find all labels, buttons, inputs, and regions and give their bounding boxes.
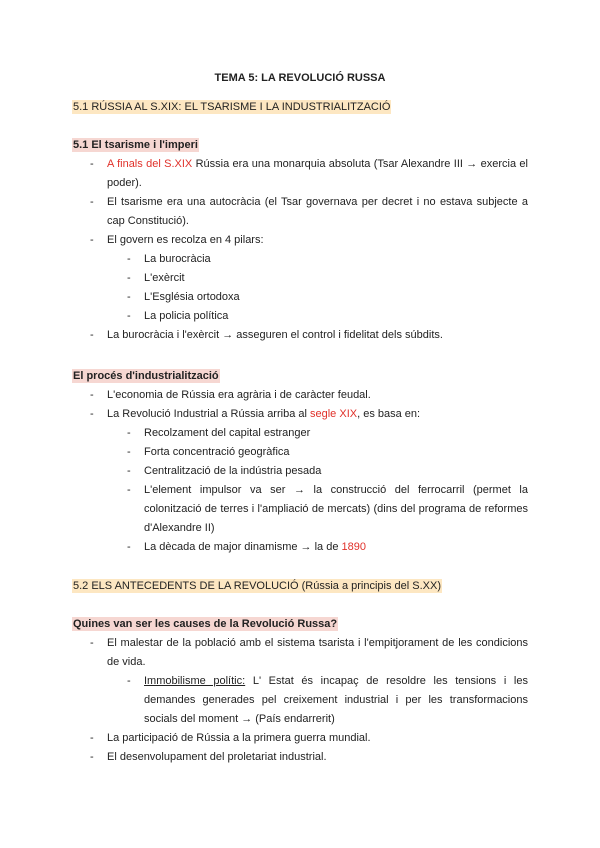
list-item: - El malestar de la població amb el sistema tsarista i l'empitjorament de les condicions de vida. [88,634,528,672]
nested-list-item: - L'exèrcit [88,269,528,288]
highlight-red: A finals del S.XIX [107,158,193,170]
list-item: - El desenvolupament del proletariat industrial. [88,748,528,767]
section-heading-2-text: 5.2 ELS ANTECEDENTS DE LA REVOLUCIÓ (Rússia a principis del S.XX) [73,580,442,592]
highlight-red: 1890 [341,541,366,553]
list-item-text: , es basa en: [357,408,421,420]
list-causes [88,634,528,767]
section-heading-2 [72,577,442,596]
list-item: - El govern es recolza en 4 pilars: [88,231,528,250]
list-item-text: L' Estat és incapaç de resoldre les tensions i les demandes generades pel creixement industrial i per les transformacions socials del moment → (País endarrerit) [144,675,528,725]
list-item [88,405,528,424]
subheading-causes-text: Quines van ser les causes de la Revolució Russa? [73,618,338,630]
list-item: - La burocràcia i l'exèrcit → asseguren el control i fidelitat dels súbdits. [88,326,528,345]
nested-list-item: - L'element impulsor va ser → la construcció del ferrocarril (permet la colonització de terres i l'ampliació de mercats) (dins del programa de reformes d'Alexandre II) [88,481,528,538]
subheading-tsarisme-text: 5.1 El tsarisme i l'imperi [73,139,198,151]
list-item: - La participació de Rússia a la primera guerra mundial. [88,729,528,748]
list-item-text: La dècada de major dinamisme → la de [144,541,342,553]
nested-list-item: - La burocràcia [88,250,528,269]
section-heading-1 [72,98,391,117]
list-tsarisme [88,155,528,345]
list-item: - L'economia de Rússia era agrària i de caràcter feudal. [88,386,528,405]
nested-list-item: - La policia política [88,307,528,326]
subheading-causes [72,615,338,634]
underlined-term: Immobilisme polític: [144,675,246,687]
nested-list-item [88,538,528,557]
nested-list-item: - Forta concentració geogràfica [88,443,528,462]
page-title: TEMA 5: LA REVOLUCIÓ RUSSA [214,72,386,84]
section-heading-1-text: 5.1 RÚSSIA AL S.XIX: EL TSARISME I LA INDUSTRIALITZACIÓ [73,101,391,113]
nested-list-item: - Centralització de la indústria pesada [88,462,528,481]
subheading-tsarisme [72,136,199,155]
subheading-industrialitzacio-text: El procés d'industrialització [73,370,219,382]
subheading-industrialitzacio [72,367,220,386]
nested-list-item [88,672,528,729]
nested-list-item: - L'Església ortodoxa [88,288,528,307]
list-industrialitzacio [88,386,528,557]
list-item: - El tsarisme era una autocràcia (el Tsar governava per decret i no estava subjecte a cap Constitució). [88,193,528,231]
list-item [88,155,528,193]
list-item-text: Rússia era una monarquia absoluta (Tsar Alexandre III → exercia el poder). [107,158,528,189]
nested-list-item: - Recolzament del capital estranger [88,424,528,443]
list-item-text: La Revolució Industrial a Rússia arriba al [107,408,310,420]
highlight-red: segle XIX [310,408,358,420]
